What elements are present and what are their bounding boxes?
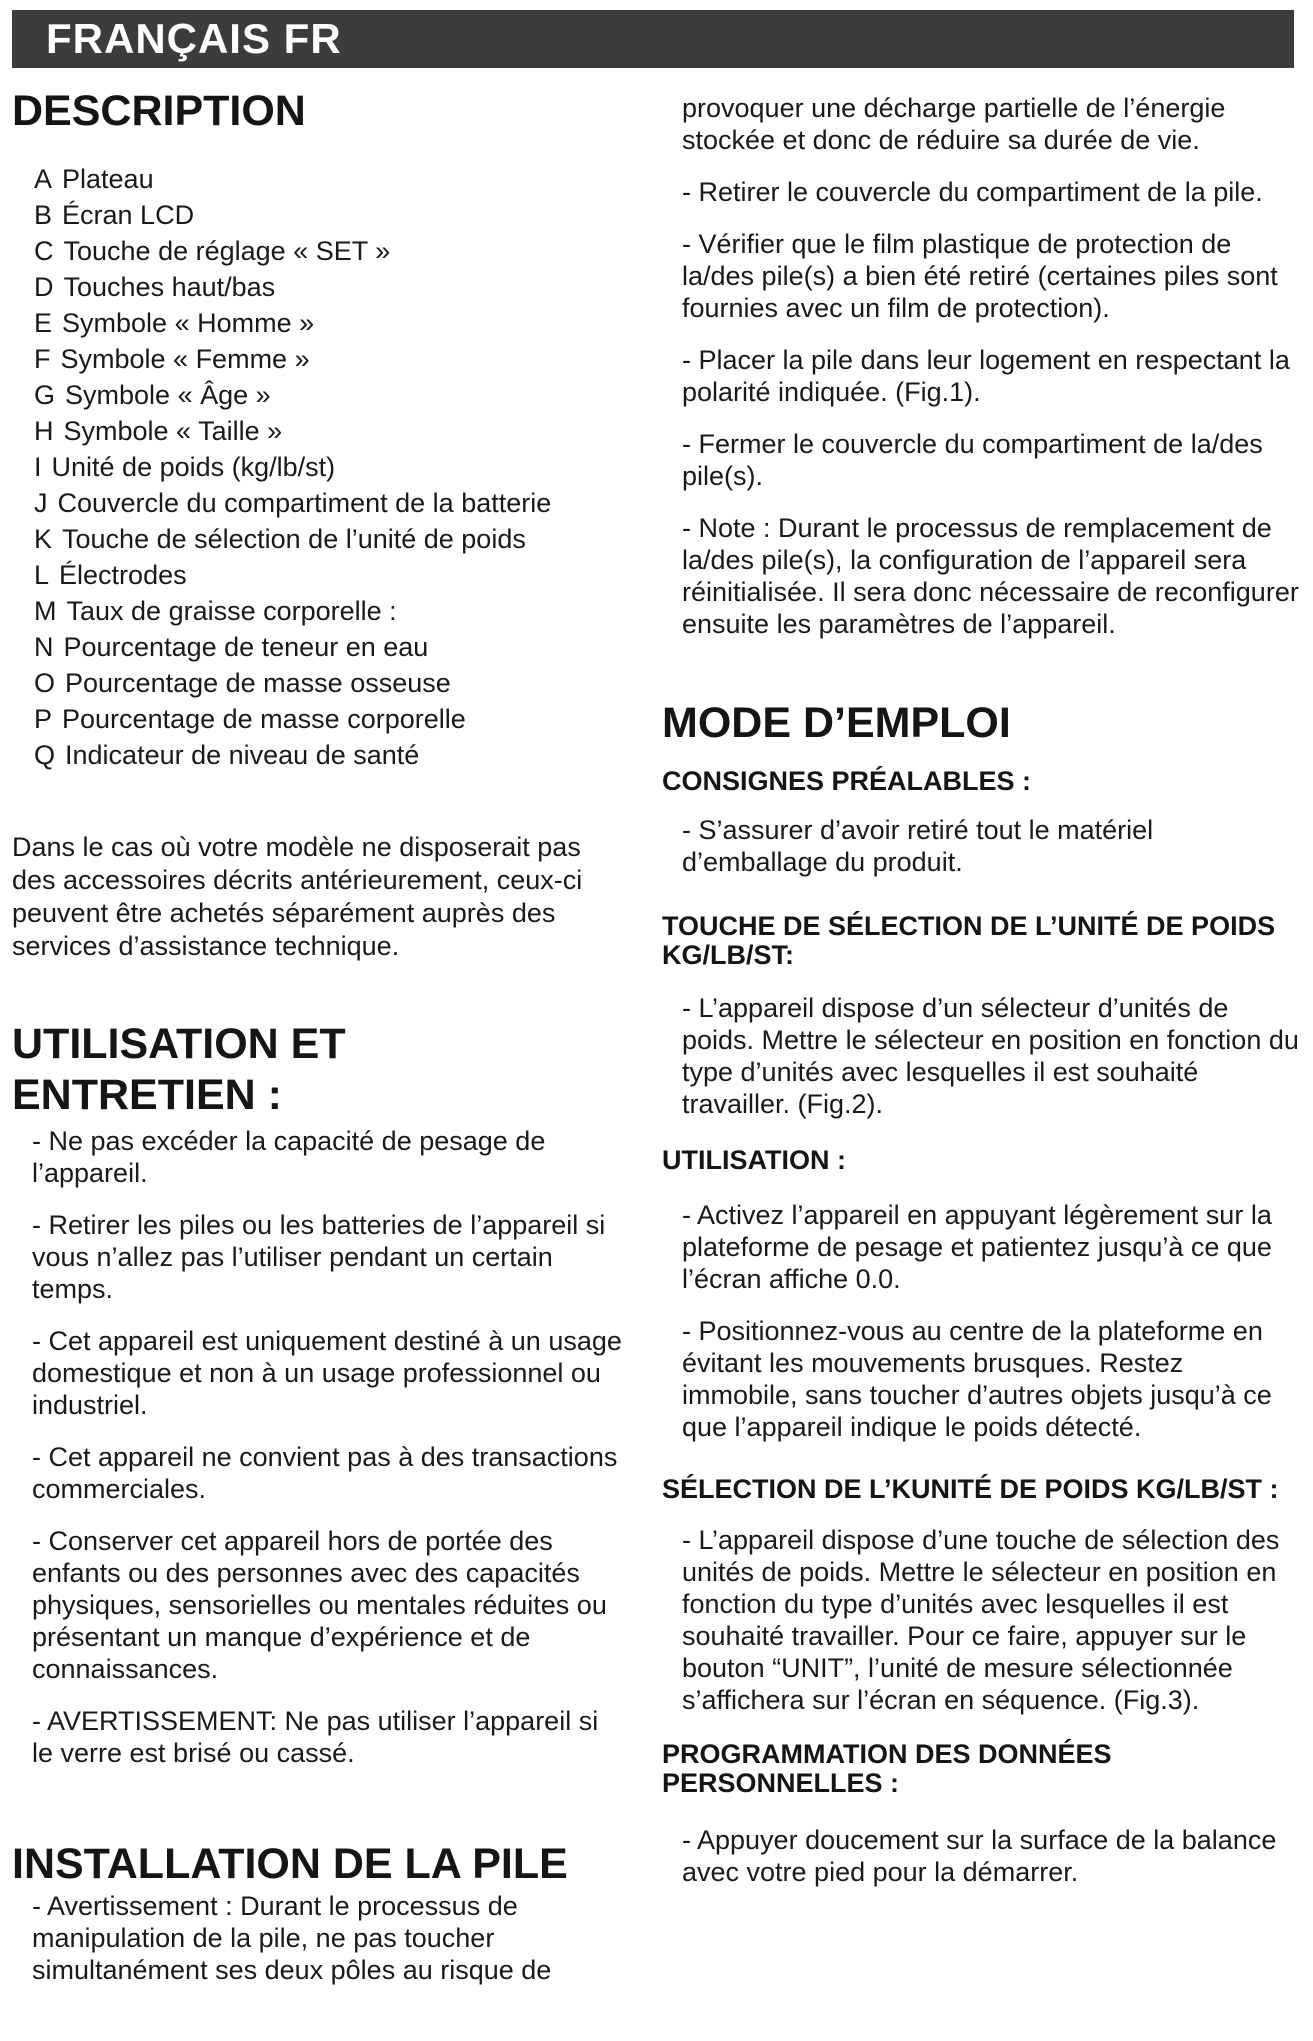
mode-emploi-title: MODE D’EMPLOI: [662, 699, 1011, 747]
installation-bullet: - Fermer le couvercle du compartiment de la/des pile(s).: [682, 429, 1263, 491]
installation-bullet: - Retirer le couvercle du compartiment de la pile.: [682, 177, 1263, 207]
maintenance-bullet: - Conserver cet appareil hors de portée des enfants ou des personnes avec des capacités physiques, sensorielles ou mentales réduites ou présentant un manque d’expérience et de connaissances.: [32, 1526, 607, 1684]
legend-item: [34, 737, 622, 773]
legend-letter: H: [34, 416, 54, 446]
consignes-bullet: - S’assurer d’avoir retiré tout le matériel d’emballage du produit.: [682, 815, 1154, 877]
legend-item: [34, 557, 622, 593]
legend-item: [34, 485, 622, 521]
legend-letter: L: [34, 560, 50, 590]
legend-item: [34, 629, 622, 665]
legend-text: Pourcentage de masse osseuse: [65, 668, 451, 698]
consignes-title: CONSIGNES PRÉALABLES :: [662, 766, 1032, 796]
legend-item: [34, 413, 622, 449]
legend-item: [34, 269, 622, 305]
utilisation-title-line1: UTILISATION ET: [12, 1020, 346, 1068]
legend-text: Touche de sélection de l’unité de poids: [62, 524, 526, 554]
description-legend: [12, 161, 622, 773]
programmation-bullet: - Appuyer doucement sur la surface de la balance avec votre pied pour la démarrer.: [682, 1825, 1277, 1887]
legend-text: Symbole « Femme »: [60, 344, 310, 374]
utilisation-bullet: - Activez l’appareil en appuyant légèrement sur la plateforme de pesage et patientez jusqu’à ce que l’écran affiche 0.0.: [682, 1200, 1272, 1294]
maintenance-bullet: - Retirer les piles ou les batteries de l’appareil si vous n’allez pas l’utiliser pendant un certain temps.: [32, 1210, 606, 1304]
installation-bullet: - Note : Durant le processus de remplacement de la/des pile(s), la configuration de l’appareil sera réinitialisée. Il sera donc nécessaire de reconfigurer ensuite les paramètres de l’appareil.: [682, 513, 1299, 639]
utilisation-subtitle: UTILISATION :: [662, 1145, 846, 1175]
accessories-note: Dans le cas où votre modèle ne disposerait pas des accessoires décrits antérieurement, ceux-ci peuvent être achetés séparément auprès des services d’assistance technique.: [12, 832, 583, 961]
left-column: [12, 78, 622, 1986]
legend-letter: B: [34, 200, 53, 230]
legend-text: Pourcentage de masse corporelle: [62, 704, 466, 734]
maintenance-bullet: - Cet appareil est uniquement destiné à un usage domestique et non à un usage professionnel ou industriel.: [32, 1326, 622, 1420]
selection-unite-title: SÉLECTION DE L’KUNITÉ DE POIDS KG/LB/ST :: [662, 1474, 1279, 1504]
legend-text: Couvercle du compartiment de la batterie: [57, 488, 552, 518]
legend-text: Touche de réglage « SET »: [63, 236, 391, 266]
language-label: FRANÇAIS FR: [46, 15, 342, 62]
installation-bullet: - Placer la pile dans leur logement en respectant la polarité indiquée. (Fig.1).: [682, 345, 1290, 407]
legend-letter: G: [34, 380, 56, 410]
utilisation-bullet: - Positionnez-vous au centre de la plateforme en évitant les mouvements brusques. Restez immobile, sans toucher d’autres objets jusqu’à ce que l’appareil indique le poids détecté.: [682, 1316, 1272, 1442]
touche-selection-bullet: - L’appareil dispose d’un sélecteur d’unités de poids. Mettre le sélecteur en position en fonction du type d’unités avec lesquelles il est souhaité travailler. (Fig.2).: [682, 993, 1299, 1119]
legend-item: [34, 521, 622, 557]
legend-item: [34, 701, 622, 737]
legend-letter: I: [34, 452, 42, 482]
legend-item: [34, 161, 622, 197]
description-title: DESCRIPTION: [12, 87, 306, 135]
maintenance-bullet: - Cet appareil ne convient pas à des transactions commerciales.: [32, 1442, 618, 1504]
legend-text: Touches haut/bas: [63, 272, 276, 302]
programmation-title: PROGRAMMATION DES DONNÉES PERSONNELLES :: [662, 1739, 1112, 1798]
legend-text: Unité de poids (kg/lb/st): [51, 452, 336, 482]
installation-title: INSTALLATION DE LA PILE: [12, 1840, 568, 1888]
legend-letter: J: [34, 488, 48, 518]
legend-item: [34, 665, 622, 701]
legend-text: Électrodes: [59, 560, 187, 590]
legend-item: [34, 449, 622, 485]
legend-text: Indicateur de niveau de santé: [65, 740, 420, 770]
utilisation-title-line2: ENTRETIEN :: [12, 1071, 282, 1119]
legend-letter: M: [34, 596, 57, 626]
legend-item: [34, 341, 622, 377]
legend-text: Symbole « Âge »: [65, 380, 271, 410]
legend-letter: K: [34, 524, 53, 554]
installation-bullet: - Vérifier que le film plastique de protection de la/des pile(s) a bien été retiré (certaines piles sont fournies avec un film de protection).: [682, 229, 1278, 323]
legend-letter: E: [34, 308, 53, 338]
legend-letter: A: [34, 164, 53, 194]
legend-text: Pourcentage de teneur en eau: [63, 632, 429, 662]
legend-text: Plateau: [62, 164, 154, 194]
legend-item: [34, 233, 622, 269]
legend-letter: N: [34, 632, 54, 662]
installation-warning-start: - Avertissement : Durant le processus de manipulation de la pile, ne pas toucher simultanément ses deux pôles au risque de: [32, 1891, 552, 1985]
legend-letter: P: [34, 704, 53, 734]
selection-unite-bullet: - L’appareil dispose d’une touche de sélection des unités de poids. Mettre le sélecteur en position en fonction du type d’unités avec lesquelles il est souhaité travailler. Pour ce faire, appuyer sur le bouton “UNIT”, l’unité de mesure sélectionnée s’affichera sur l’écran en séquence. (Fig.3).: [682, 1525, 1280, 1715]
legend-letter: C: [34, 236, 54, 266]
legend-text: Écran LCD: [62, 200, 195, 230]
right-column: [662, 78, 1304, 1888]
maintenance-bullet: - AVERTISSEMENT: Ne pas utiliser l’appareil si le verre est brisé ou cassé.: [32, 1706, 599, 1768]
legend-item: [34, 305, 622, 341]
legend-item: [34, 377, 622, 413]
legend-letter: F: [34, 344, 51, 374]
legend-text: Taux de graisse corporelle :: [66, 596, 397, 626]
legend-text: Symbole « Taille »: [63, 416, 283, 446]
language-header-bar: [12, 10, 1294, 68]
installation-warning-continued: provoquer une décharge partielle de l’énergie stockée et donc de réduire sa durée de vie.: [682, 93, 1226, 155]
legend-item: [34, 197, 622, 233]
legend-text: Symbole « Homme »: [62, 308, 315, 338]
touche-selection-title: TOUCHE DE SÉLECTION DE L’UNITÉ DE POIDS KG/LB/ST:: [662, 911, 1276, 970]
legend-item: [34, 593, 622, 629]
legend-letter: D: [34, 272, 54, 302]
legend-letter: Q: [34, 740, 56, 770]
legend-letter: O: [34, 668, 56, 698]
maintenance-bullet: - Ne pas excéder la capacité de pesage de l’appareil.: [32, 1126, 546, 1188]
utilisation-entretien-title: [12, 1019, 622, 1121]
